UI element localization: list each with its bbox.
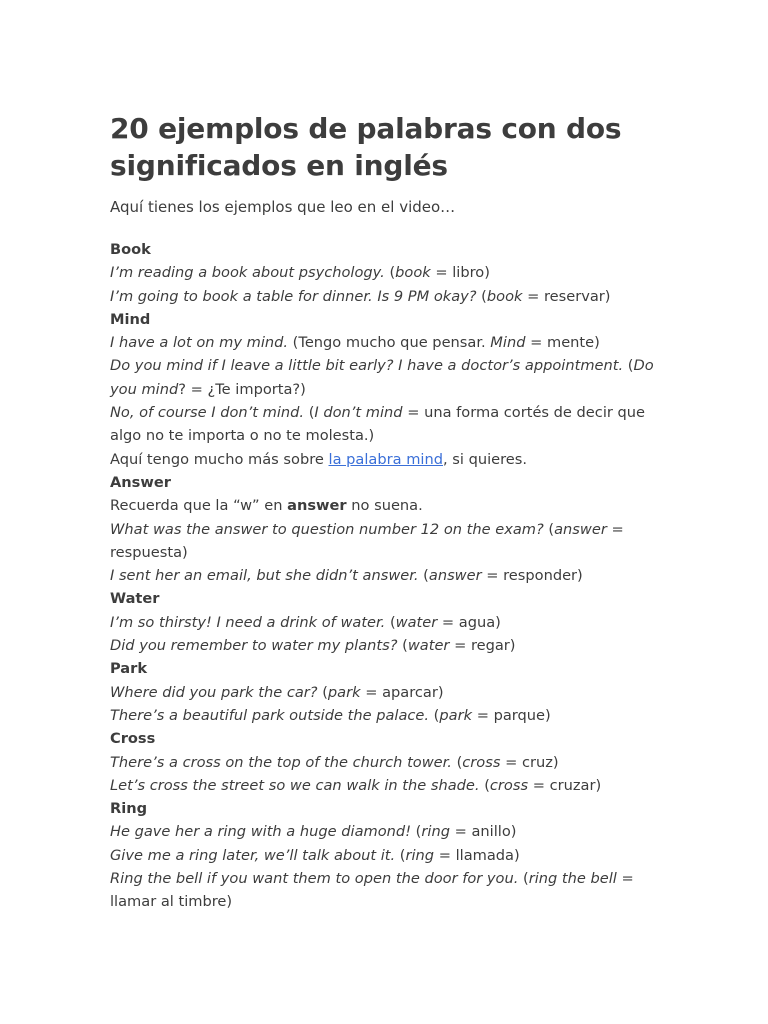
example-translation: = respuesta) xyxy=(110,520,624,561)
intro-text: Aquí tienes los ejemplos que leo en el video… xyxy=(110,198,456,216)
example-english: There’s a cross on the top of the church tower. xyxy=(110,753,452,771)
example-sentence: I’m reading a book about psychology. (book = libro) xyxy=(110,264,490,282)
example-sentence: There’s a cross on the top of the church tower. (cross = cruz) xyxy=(110,753,559,771)
word-heading-mind: Mind xyxy=(110,310,151,328)
example-keyword: ring the bell xyxy=(528,870,617,888)
example-keyword: book xyxy=(486,287,523,305)
mind-word-link[interactable]: la palabra mind xyxy=(328,450,443,468)
example-sentence: Ring the bell if you want them to open the door for you. (ring the bell = llamar al timbre) xyxy=(110,870,634,911)
example-english: I have a lot on my mind. xyxy=(110,334,289,352)
example-keyword: I don’t mind xyxy=(314,404,403,422)
example-translation: = libro) xyxy=(430,264,490,282)
example-translation: = mente) xyxy=(525,334,600,352)
word-heading-book: Book xyxy=(110,241,151,258)
example-sentence: Do you mind if I leave a little bit early? I have a doctor’s appointment. (Do you mind? = ¿Te importa?) xyxy=(110,357,654,398)
example-sentence: He gave her a ring with a huge diamond! (ring = anillo) xyxy=(110,823,517,841)
example-keyword: water xyxy=(407,637,450,655)
example-english: What was the answer to question number 12 on the exam? xyxy=(110,520,544,538)
page-title: 20 ejemplos de palabras con dos significados en inglés xyxy=(110,112,622,182)
example-english: Did you remember to water my plants? xyxy=(110,637,398,655)
example-english: There’s a beautiful park outside the palace. xyxy=(110,706,430,724)
word-heading-park: Park xyxy=(110,660,148,678)
example-translation: = regar) xyxy=(449,637,516,655)
example-english: I sent her an email, but she didn’t answer. xyxy=(110,567,419,585)
more-info-line: Aquí tengo mucho más sobre la palabra mind, si quieres. xyxy=(110,450,528,468)
example-english: Let’s cross the street so we can walk in the shade. xyxy=(110,776,480,794)
example-keyword: park xyxy=(327,683,361,701)
example-sentence: There’s a beautiful park outside the palace. (park = parque) xyxy=(110,706,551,724)
example-keyword: book xyxy=(395,264,431,282)
example-english: I’m reading a book about psychology. xyxy=(110,264,385,282)
example-english: Give me a ring later, we’ll talk about it. xyxy=(110,846,396,864)
example-translation: = una forma cortés de decir que algo no te importa o no te molesta.) xyxy=(110,404,645,445)
word-heading-ring: Ring xyxy=(110,800,148,818)
example-translation: = cruzar) xyxy=(528,776,602,794)
example-sentence: I sent her an email, but she didn’t answer. (answer = responder) xyxy=(110,567,583,585)
article-content xyxy=(110,238,670,914)
example-keyword: answer xyxy=(428,567,482,585)
word-heading-water: Water xyxy=(110,590,160,608)
example-translation: = aparcar) xyxy=(360,683,444,701)
example-english: Do you mind if I leave a little bit early? I have a doctor’s appointment. xyxy=(110,357,624,375)
word-heading-cross: Cross xyxy=(110,730,156,748)
example-english: No, of course I don’t mind. xyxy=(110,404,305,422)
example-english: I’m so thirsty! I need a drink of water. xyxy=(110,613,386,631)
example-sentence: I have a lot on my mind. (Tengo mucho que pensar. Mind = mente) xyxy=(110,334,600,352)
example-sentence: I’m going to book a table for dinner. Is 9 PM okay? (book = reservar) xyxy=(110,287,611,305)
example-sentence: Did you remember to water my plants? (water = regar) xyxy=(110,637,516,655)
example-sentence: I’m so thirsty! I need a drink of water. (water = agua) xyxy=(110,613,501,631)
example-sentence: Where did you park the car? (park = aparcar) xyxy=(110,683,444,701)
example-translation: = reservar) xyxy=(522,287,611,305)
example-english: He gave her a ring with a huge diamond! xyxy=(110,823,412,841)
example-english: I’m going to book a table for dinner. Is 9 PM okay? xyxy=(110,287,477,305)
example-keyword: park xyxy=(439,706,473,724)
example-sentence: Let’s cross the street so we can walk in the shade. (cross = cruzar) xyxy=(110,776,602,794)
example-keyword: water xyxy=(395,613,438,631)
example-keyword: cross xyxy=(489,776,529,794)
example-translation: = responder) xyxy=(481,567,583,585)
word-heading-answer: Answer xyxy=(110,473,171,491)
example-keyword: ring xyxy=(405,846,435,864)
example-sentence: Give me a ring later, we’ll talk about it. (ring = llamada) xyxy=(110,846,520,864)
example-english: Where did you park the car? xyxy=(110,683,318,701)
example-keyword: ring xyxy=(421,823,450,841)
example-keyword: answer xyxy=(554,520,607,538)
example-translation: ? = ¿Te importa?) xyxy=(178,380,306,398)
example-sentence: No, of course I don’t mind. (I don’t mind = una forma cortés de decir que algo no te importa o no te molesta.) xyxy=(110,404,645,445)
example-translation: = cruz) xyxy=(500,753,559,771)
example-translation: = llamar al timbre) xyxy=(110,870,634,911)
example-keyword: Do you mind xyxy=(110,357,654,398)
example-translation: = anillo) xyxy=(449,823,517,841)
example-translation: = llamada) xyxy=(434,846,520,864)
example-keyword: cross xyxy=(462,753,501,771)
example-translation: = parque) xyxy=(472,706,551,724)
example-english: Ring the bell if you want them to open the door for you. xyxy=(110,870,519,888)
example-keyword: Mind xyxy=(490,334,526,352)
pronunciation-note: Recuerda que la “w” en answer no suena. xyxy=(110,497,423,515)
example-sentence: What was the answer to question number 12 on the exam? (answer = respuesta) xyxy=(110,520,624,561)
example-translation: = agua) xyxy=(437,613,501,631)
